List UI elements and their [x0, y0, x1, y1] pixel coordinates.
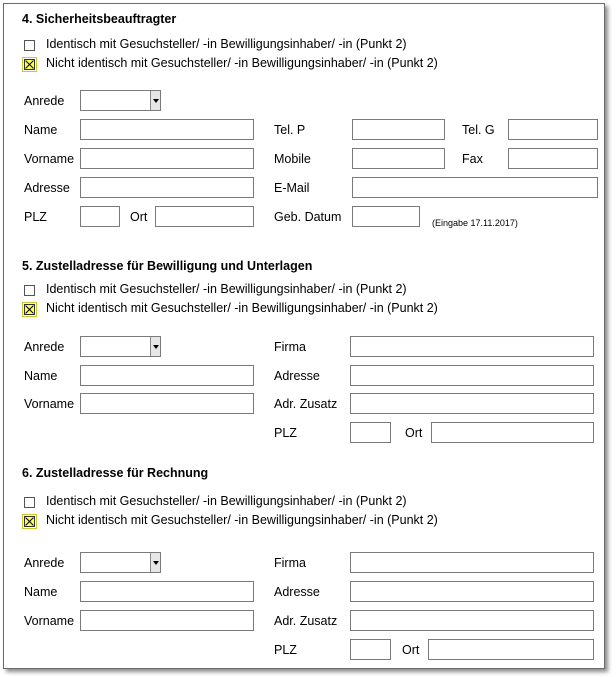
s4-email-label: E-Mail — [274, 181, 310, 195]
s4-name-label: Name — [24, 123, 58, 137]
s4-anrede-select[interactable] — [80, 90, 161, 111]
s6-vorname-input[interactable] — [80, 610, 254, 631]
s4-adresse-label: Adresse — [24, 181, 70, 195]
s6-name-label: Name — [24, 585, 58, 599]
s6-name-input[interactable] — [80, 581, 254, 602]
s6-zusatz-input[interactable] — [350, 610, 594, 631]
s5-ort-label: Ort — [405, 426, 423, 440]
s4-date-format-hint: (Eingabe 17.11.2017) — [432, 218, 518, 228]
s4-fax-input[interactable] — [508, 148, 598, 169]
chevron-down-icon[interactable] — [150, 91, 160, 110]
s5-zusatz-label: Adr. Zusatz — [274, 397, 338, 411]
s4-name-input[interactable] — [80, 119, 254, 140]
s4-telg-label: Tel. G — [462, 123, 495, 137]
s5-anrede-select[interactable] — [80, 336, 161, 357]
s4-vorname-label: Vorname — [24, 152, 75, 166]
s4-mobile-input[interactable] — [352, 148, 445, 169]
s6-option-not-identical-label: Nicht identisch mit Gesuchsteller/ -in Bewilligungsinhaber/ -in (Punkt 2) — [46, 513, 438, 527]
s6-option-identical-checkbox[interactable] — [24, 497, 35, 508]
s4-option-identical-checkbox[interactable] — [24, 40, 35, 51]
s4-ort-input[interactable] — [155, 206, 254, 227]
s6-adresse-label: Adresse — [274, 585, 320, 599]
s4-anrede-label: Anrede — [24, 94, 65, 108]
s6-option-identical-label: Identisch mit Gesuchsteller/ -in Bewilligungsinhaber/ -in (Punkt 2) — [46, 494, 407, 508]
section-6-title: 6. Zustelladresse für Rechnung — [22, 466, 209, 480]
s5-vorname-input[interactable] — [80, 393, 254, 414]
s4-option-identical-label: Identisch mit Gesuchsteller/ -in Bewilligungsinhaber/ -in (Punkt 2) — [46, 37, 407, 51]
s6-adresse-input[interactable] — [350, 581, 594, 602]
s5-vorname-label: Vorname — [24, 397, 75, 411]
chevron-down-icon[interactable] — [150, 553, 160, 572]
s5-name-input[interactable] — [80, 365, 254, 386]
s6-ort-label: Ort — [402, 643, 420, 657]
s5-option-identical-checkbox[interactable] — [24, 285, 35, 296]
s5-plz-label: PLZ — [274, 426, 297, 440]
s6-option-not-identical-checkbox[interactable] — [24, 516, 35, 527]
s4-plz-input[interactable] — [80, 206, 120, 227]
s4-telg-input[interactable] — [508, 119, 598, 140]
s4-plz-label: PLZ — [24, 210, 47, 224]
s4-adresse-input[interactable] — [80, 177, 254, 198]
s4-telp-label: Tel. P — [274, 123, 306, 137]
s4-gebdatum-input[interactable] — [352, 206, 420, 227]
s5-anrede-label: Anrede — [24, 340, 65, 354]
s5-ort-input[interactable] — [431, 422, 594, 443]
s5-firma-input[interactable] — [350, 336, 594, 357]
s6-anrede-label: Anrede — [24, 556, 65, 570]
s5-firma-label: Firma — [274, 340, 306, 354]
s4-telp-input[interactable] — [352, 119, 445, 140]
s4-gebdatum-label: Geb. Datum — [274, 210, 342, 224]
s5-option-not-identical-checkbox[interactable] — [24, 304, 35, 315]
s6-plz-label: PLZ — [274, 643, 297, 657]
s5-adresse-label: Adresse — [274, 369, 320, 383]
section-5-title: 5. Zustelladresse für Bewilligung und Unterlagen — [22, 259, 313, 273]
s4-ort-label: Ort — [130, 210, 148, 224]
s4-fax-label: Fax — [462, 152, 483, 166]
s5-option-not-identical-label: Nicht identisch mit Gesuchsteller/ -in Bewilligungsinhaber/ -in (Punkt 2) — [46, 301, 438, 315]
s4-vorname-input[interactable] — [80, 148, 254, 169]
s5-plz-input[interactable] — [350, 422, 391, 443]
s5-adresse-input[interactable] — [350, 365, 594, 386]
s5-option-identical-label: Identisch mit Gesuchsteller/ -in Bewilligungsinhaber/ -in (Punkt 2) — [46, 282, 407, 296]
s4-option-not-identical-label: Nicht identisch mit Gesuchsteller/ -in Bewilligungsinhaber/ -in (Punkt 2) — [46, 56, 438, 70]
chevron-down-icon[interactable] — [150, 337, 160, 356]
section-4-title: 4. Sicherheitsbeauftragter — [22, 12, 177, 26]
s6-zusatz-label: Adr. Zusatz — [274, 614, 338, 628]
s6-firma-input[interactable] — [350, 552, 594, 573]
s6-ort-input[interactable] — [428, 639, 594, 660]
s6-vorname-label: Vorname — [24, 614, 75, 628]
s4-option-not-identical-checkbox[interactable] — [24, 59, 35, 70]
s5-zusatz-input[interactable] — [350, 393, 594, 414]
s6-anrede-select[interactable] — [80, 552, 161, 573]
s4-email-input[interactable] — [352, 177, 598, 198]
s5-name-label: Name — [24, 369, 58, 383]
s4-mobile-label: Mobile — [274, 152, 311, 166]
s6-plz-input[interactable] — [350, 639, 391, 660]
s6-firma-label: Firma — [274, 556, 306, 570]
